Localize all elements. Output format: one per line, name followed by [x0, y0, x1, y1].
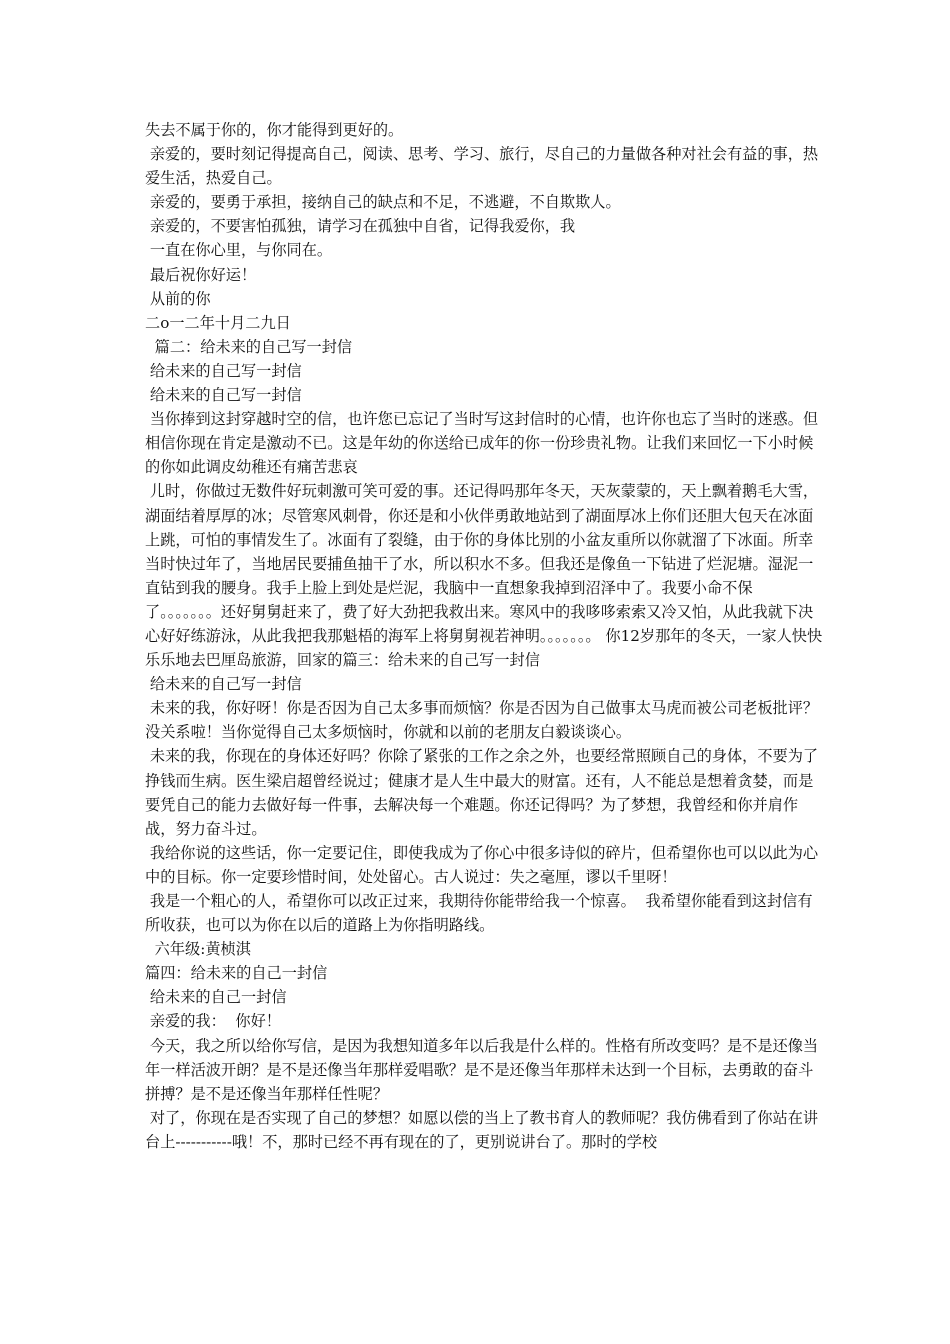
- letter-title: 给未来的自己一封信: [145, 988, 287, 1007]
- paragraph-5: 一直在你心里，与你同在。: [145, 241, 333, 260]
- paragraph-7: 当你捧到这封穿越时空的信，也许您已忘记了当时写这封信时的心情，也许你也忘了当时的迷惑。但相信你现在肯定是激动不已。这是年幼的你送给已成年的你一份珍贵礼物。让我们来回忆一下小时候的你如此调皮幼稚还有痛苦悲哀: [145, 410, 819, 477]
- paragraph-11: 我给你说的这些话，你一定要记住，即使我成为了你心中很多诗似的碎片，但希望你也可以以此为心中的目标。你一定要珍惜时间，处处留心。古人说过：失之毫厘，谬以千里呀！: [145, 843, 819, 886]
- paragraph-14: 对了，你现在是否实现了自己的梦想？如愿以偿的当上了教书育人的教师呢？我仿佛看到了你站在讲台上-----------哦！不，那时已经不再有现在的了，更别说讲台了。那时的学校: [145, 1108, 819, 1151]
- letter-title: 给未来的自己写一封信: [145, 361, 302, 380]
- letter-title: 给未来的自己写一封信: [145, 386, 302, 405]
- signature-line: 从前的你: [145, 289, 211, 308]
- paragraph-13: 今天，我之所以给你写信，是因为我想知道多年以后我是什么样的。性格有所改变吗？是不是还像当年一样活波开朗？是不是还像当年那样爱唱歌？是不是还像当年那样未达到一个目标，去勇敢的奋斗拼搏？是不是还像当年那样任性呢？: [145, 1036, 819, 1103]
- section-heading-4: 篇四：给未来的自己一封信: [145, 964, 328, 983]
- document-body: [145, 118, 825, 1154]
- salutation: 亲爱的我： 你好！: [145, 1012, 281, 1031]
- paragraph-1: 失去不属于你的，你才能得到更好的。: [145, 121, 404, 139]
- date-line: 二o一二年十月二九日: [145, 313, 291, 332]
- section-heading-2: 篇二：给未来的自己写一封信: [145, 337, 353, 356]
- paragraph-6: 最后祝你好运！: [145, 265, 257, 284]
- paragraph-12: 我是一个粗心的人，希望你可以改正过来，我期待你能带给我一个惊喜。 我希望你能看到这封信有所收获，也可以为你在以后的道路上为你指明路线。: [145, 892, 813, 935]
- paragraph-9: 未来的我，你好呀！你是否因为自己太多事而烦恼？你是否因为自己做事太马虎而被公司老板批评？没关系啦！当你觉得自己太多烦恼时，你就和以前的老朋友白毅谈谈心。: [145, 699, 819, 742]
- paragraph-2: 亲爱的，要时刻记得提高自己，阅读、思考、学习、旅行，尽自己的力量做各种对社会有益的事，热爱生活，热爱自己。: [145, 145, 819, 188]
- paragraph-4: 亲爱的，不要害怕孤独，请学习在孤独中自省，记得我爱你，我: [145, 217, 576, 236]
- paragraph-8: 儿时，你做过无数件好玩刺激可笑可爱的事。还记得吗那年冬天，天灰蒙蒙的，天上飘着鹅毛大雪，湖面结着厚厚的冰；尽管寒风刺骨，你还是和小伙伴勇敢地站到了湖面厚冰上你们还胆大包天在冰面上跳，可怕的事情发生了。冰面有了裂缝，由于你的身体比别的小盆友重所以你就溜了下冰面。所幸当时快过年了，当地居民要捕鱼抽干了水，所以积水不多。但我还是像鱼一下钻进了烂泥塘。湿泥一直钻到我的腰身。我手上脸上到处是烂泥，我脑中一直想象我掉到沼泽中了。我要小命不保了。。。。。。。还好舅舅赶来了，费了好大劲把我救出来。寒风中的我哆哆索索又冷又怕，从此我就下决心好好练游泳，从此我把我那魁梧的海军上将舅舅视若神明。。。。。。。 你12岁那年的冬天，一家人快快乐乐地去巴厘岛旅游，回家的篇三：给未来的自己写一封信: [145, 482, 823, 670]
- paragraph-3: 亲爱的，要勇于承担，接纳自己的缺点和不足，不逃避，不自欺欺人。: [145, 193, 621, 212]
- paragraph-10: 未来的我，你现在的身体还好吗？你除了紧张的工作之余之外，也要经常照顾自己的身体，不要为了挣钱而生病。医生梁启超曾经说过；健康才是人生中最大的财富。还有，人不能总是想着贪婪，而是要凭自己的能力去做好每一件事，去解决每一个难题。你还记得吗？为了梦想，我曾经和你并肩作战，努力奋斗过。: [145, 747, 819, 838]
- author-line: 六年级:黄桢淇: [145, 940, 251, 959]
- letter-title: 给未来的自己写一封信: [145, 675, 302, 694]
